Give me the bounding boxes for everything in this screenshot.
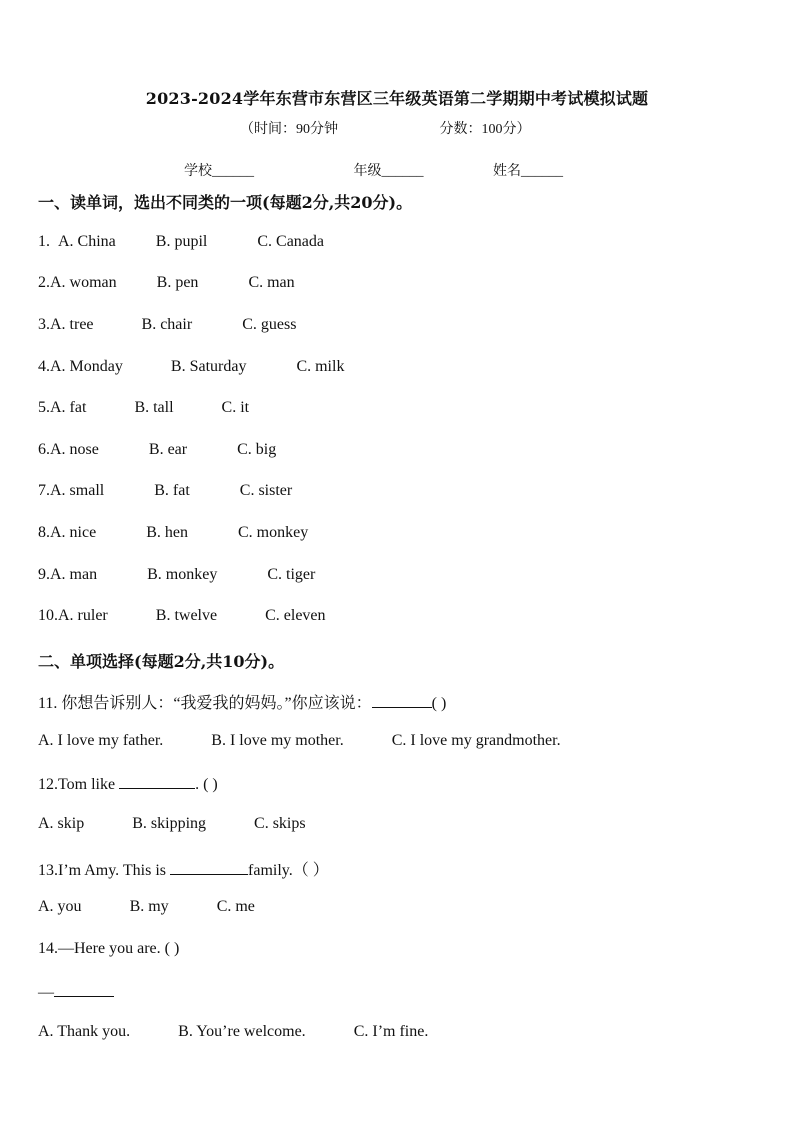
answer-paren: ( ) (431, 695, 447, 712)
option-c: C. guess (242, 316, 297, 333)
option-c: C. sister (239, 482, 293, 499)
school-field: 学校______ (184, 164, 254, 179)
question-stem (38, 774, 218, 794)
option-a: A. woman (50, 274, 117, 291)
question-stem (38, 940, 179, 958)
option-b: B. my (129, 898, 169, 915)
option-a: A. Thank you. (38, 1023, 131, 1040)
question-row (38, 524, 308, 542)
option-c: C. big (237, 441, 277, 458)
question-row (38, 316, 296, 334)
question-row (38, 358, 344, 376)
question-text: 14.—Here you are. ( ) (38, 940, 180, 957)
question-text: 13.I’m Amy. This is (38, 862, 167, 879)
option-a: A. nice (50, 524, 97, 541)
reply-dash: — (38, 984, 54, 1001)
page-title: 2023-2024学年东营市东营区三年级英语第二学期期中考试模拟试题 (145, 89, 649, 108)
option-a: A. man (50, 566, 98, 583)
section1-heading: 一、读单词，选出不同类的一项(每题2分,共20分)。 (38, 193, 413, 212)
grade-field: 年级______ (353, 164, 424, 179)
question-number: 1. (38, 233, 50, 250)
option-b: B. twelve (155, 607, 218, 624)
exam-time: （时间：90分钟 (240, 122, 338, 137)
exam-info (240, 118, 531, 138)
option-b: B. skipping (132, 815, 207, 832)
option-c: C. monkey (237, 524, 309, 541)
question-text: 12.Tom like (38, 776, 116, 793)
option-a: A. skip (38, 815, 85, 832)
option-c: C. I’m fine. (353, 1023, 429, 1040)
answer-blank[interactable] (54, 982, 114, 997)
question-row (38, 482, 292, 500)
question-stem (38, 857, 329, 880)
option-c: C. skips (254, 815, 306, 832)
question-number: 7. (38, 482, 50, 499)
question-number: 5. (38, 399, 50, 416)
option-c: C. it (221, 399, 250, 416)
option-b: B. ear (148, 441, 188, 458)
option-c: C. tiger (267, 566, 316, 583)
option-a: A. I love my father. (38, 732, 164, 749)
question-number: 4. (38, 358, 50, 375)
reply-line (38, 982, 114, 1002)
option-c: C. man (248, 274, 295, 291)
question-row (38, 399, 249, 417)
question-row (38, 274, 295, 292)
question-row (38, 233, 324, 251)
answer-blank[interactable] (119, 774, 195, 789)
option-b: B. I love my mother. (211, 732, 344, 749)
question-number: 2. (38, 274, 50, 291)
question-number: 9. (38, 566, 50, 583)
option-a: A. China (58, 233, 116, 250)
option-b: B. chair (141, 316, 193, 333)
question-number: 8. (38, 524, 50, 541)
option-b: B. fat (154, 482, 190, 499)
options-row (38, 898, 255, 916)
option-a: A. small (50, 482, 105, 499)
question-row (38, 607, 326, 625)
option-c: C. me (216, 898, 255, 915)
option-c: C. eleven (265, 607, 326, 624)
question-number: 6. (38, 441, 50, 458)
section2-heading: 二、单项选择(每题2分,共10分)。 (38, 652, 285, 671)
option-b: B. tall (134, 399, 174, 416)
question-row (38, 566, 315, 584)
options-row (38, 1023, 428, 1041)
option-b: B. You’re welcome. (178, 1023, 306, 1040)
question-row (38, 441, 276, 459)
option-b: B. hen (146, 524, 188, 541)
option-a: A. Monday (50, 358, 123, 375)
question-number: 10. (38, 607, 58, 624)
option-c: C. I love my grandmother. (391, 732, 561, 749)
answer-blank[interactable] (372, 693, 432, 708)
option-c: C. milk (296, 358, 345, 375)
question-number: 3. (38, 316, 50, 333)
question-stem (38, 690, 446, 713)
answer-blank[interactable] (170, 860, 248, 875)
name-field: 姓名______ (493, 164, 563, 179)
options-row (38, 815, 306, 833)
question-text: 11. 你想告诉别人：“我爱我的妈妈。”你应该说： (38, 695, 372, 712)
option-b: B. pupil (155, 233, 208, 250)
answer-paren: . ( ) (195, 776, 218, 793)
exam-score: 分数：100分） (439, 122, 531, 137)
option-b: B. pen (156, 274, 199, 291)
option-c: C. Canada (257, 233, 324, 250)
option-a: A. fat (50, 399, 87, 416)
question-text-after: family.（ ） (248, 862, 329, 879)
option-b: B. Saturday (170, 358, 247, 375)
option-a: A. ruler (58, 607, 108, 624)
option-a: A. you (38, 898, 82, 915)
option-b: B. monkey (147, 566, 218, 583)
option-a: A. tree (50, 316, 94, 333)
options-row (38, 732, 561, 750)
option-a: A. nose (50, 441, 99, 458)
student-fields (184, 160, 563, 180)
